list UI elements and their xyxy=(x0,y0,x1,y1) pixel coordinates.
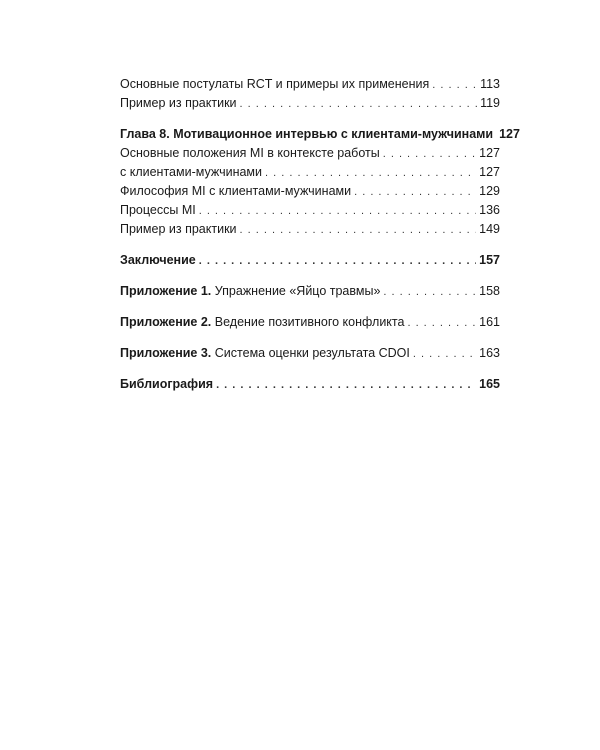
toc-entry-page: 129 xyxy=(479,184,500,198)
toc-appendix-entry xyxy=(120,313,500,332)
dot-leader xyxy=(240,95,478,114)
toc-entry-title: Пример из практики xyxy=(120,222,237,236)
toc-entry-page: 157 xyxy=(479,253,500,267)
toc-entry-page: 158 xyxy=(479,284,500,298)
toc-entry-page: 127 xyxy=(499,127,520,141)
toc-entry-title: Философия MI с клиентами-мужчинами xyxy=(120,184,352,198)
toc-entry xyxy=(120,94,500,113)
toc-entry-page: 127 xyxy=(479,165,500,179)
toc-entry-title: Глава 8. Мотивационное интервью с клиентами-мужчинами xyxy=(120,127,494,141)
dot-leader xyxy=(383,145,476,164)
toc-entry-title: Процессы MI xyxy=(120,203,196,217)
dot-leader xyxy=(265,164,476,183)
dot-leader xyxy=(413,345,476,364)
appendix-title: Ведение позитивного конфликта xyxy=(211,315,405,329)
dot-leader xyxy=(407,314,476,333)
toc-entry-page: 127 xyxy=(479,146,500,160)
toc-entry-title: Пример из практики xyxy=(120,96,237,110)
dot-leader xyxy=(240,221,477,240)
toc-chapter-heading xyxy=(120,125,520,144)
appendix-title: Система оценки результата CDOI xyxy=(211,346,410,360)
toc-entry-page: 149 xyxy=(479,222,500,236)
toc-appendix-entry xyxy=(120,282,500,301)
toc-entry xyxy=(120,220,500,239)
dot-leader xyxy=(216,376,476,395)
table-of-contents xyxy=(120,75,520,394)
toc-entry-title: Основные положения MI в контексте работы xyxy=(120,146,380,160)
toc-entry xyxy=(120,182,500,201)
appendix-prefix: Приложение 3. xyxy=(120,346,212,360)
toc-entry xyxy=(120,75,500,94)
toc-entry-page: 163 xyxy=(479,346,500,360)
toc-entry-title: Основные постулаты RCT и примеры их применения xyxy=(120,77,430,91)
appendix-prefix: Приложение 2. xyxy=(120,315,212,329)
toc-entry-title xyxy=(120,313,404,332)
toc-appendix-entry xyxy=(120,344,500,363)
toc-section-heading xyxy=(120,251,500,270)
dot-leader xyxy=(354,183,476,202)
appendix-prefix: Приложение 1. xyxy=(120,284,212,298)
appendix-title: Упражнение «Яйцо травмы» xyxy=(211,284,381,298)
toc-section-heading xyxy=(120,375,500,394)
dot-leader xyxy=(199,252,476,271)
toc-entry xyxy=(120,163,500,182)
toc-entry-page: 113 xyxy=(480,77,500,91)
toc-entry xyxy=(120,201,500,220)
dot-leader xyxy=(383,283,476,302)
toc-entry-page: 165 xyxy=(479,377,500,391)
toc-entry-title xyxy=(120,282,380,301)
toc-entry-page: 161 xyxy=(479,315,500,329)
toc-entry xyxy=(120,144,500,163)
toc-entry-title: с клиентами-мужчинами xyxy=(120,165,263,179)
toc-entry-title: Библиография xyxy=(120,377,214,391)
toc-entry-title xyxy=(120,344,410,363)
toc-entry-page: 119 xyxy=(480,96,500,110)
toc-entry-title: Заключение xyxy=(120,253,196,267)
toc-entry-page: 136 xyxy=(479,203,500,217)
dot-leader xyxy=(432,76,477,95)
dot-leader xyxy=(199,202,476,221)
